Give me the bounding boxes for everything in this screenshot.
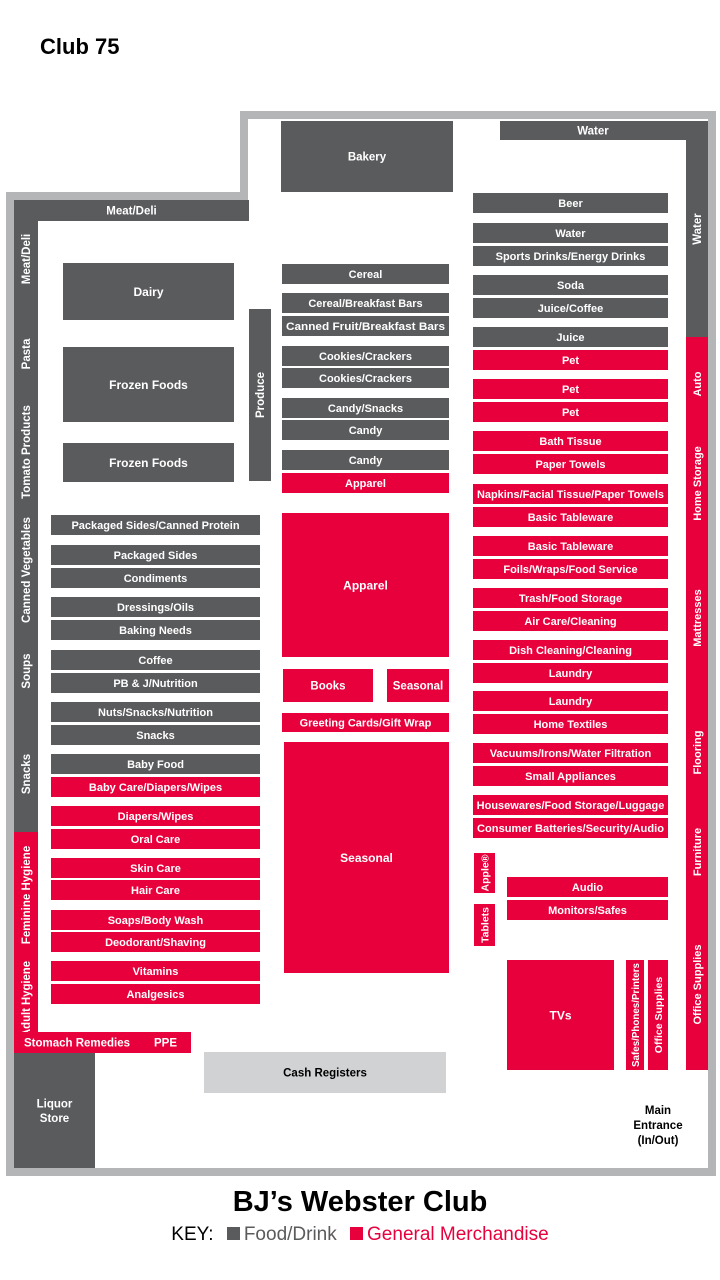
section-monitors-safes [507,900,668,920]
section-label: Condiments [123,572,188,585]
section-frozen-foods [63,347,234,422]
section-label: Home Textiles [533,718,608,731]
section-label: Candy [348,424,383,437]
section-books [283,669,373,702]
section-vacuums-irons-water-filtration [473,743,668,763]
main-entrance-line-1: Main [644,1105,672,1117]
section-label: Mattresses [691,589,704,647]
section-deodorant-shaving [51,932,260,952]
section-liquor-store [14,1053,95,1168]
section-flooring [686,700,708,805]
section-produce [249,309,271,481]
section-canned-vegetables [14,514,38,626]
section-label: Baby Care/Diapers/Wipes [88,781,223,794]
section-baby-care-diapers-wipes [51,777,260,797]
section-cash-registers [204,1052,446,1093]
section-label: Books [310,680,346,693]
section-label: Trash/Food Storage [518,592,623,605]
section-label: Beer [558,197,583,210]
section-office-supplies [686,899,708,1070]
section-label: Apparel [345,477,386,490]
section-tablets [474,904,495,946]
section-oral-care [51,829,260,849]
section-label: Apple® [479,854,492,892]
section-bakery [281,121,453,192]
section-canned-fruit-breakfast-bars [282,316,449,336]
section-apparel [282,473,449,493]
map-key [0,1224,720,1246]
section-snacks [14,716,38,832]
section-label: Packaged Sides [113,549,198,562]
section-apparel [282,513,449,657]
section-skin-care [51,858,260,878]
section-label: Audio [571,881,604,894]
section-cereal-breakfast-bars [282,293,449,313]
section-label: PPE [153,1037,178,1050]
section-furniture [686,805,708,899]
section-label: Auto [691,371,704,397]
section-label: Feminine Hygiene [21,845,34,945]
section-label: Greeting Cards/Gift Wrap [299,717,432,730]
store-number-title: Club 75 [40,34,120,59]
section-label: Snacks [136,729,175,742]
section-label: Nuts/Snacks/Nutrition [98,706,213,719]
key-food-label: Food/Drink [243,1224,337,1245]
section-label: Napkins/Facial Tissue/Paper Towels [477,488,664,501]
section-juice-coffee [473,298,668,318]
section-label: PB & J/Nutrition [113,677,198,690]
section-meat-deli [14,200,38,318]
section-baking-needs [51,620,260,640]
section-housewares-food-storage-luggage [473,795,668,815]
section-label: Tablets [479,907,492,943]
main-entrance-line-3: (In/Out) [637,1135,679,1147]
section-candy-snacks [282,398,449,418]
section-pet [473,379,668,399]
section-label: Pet [561,354,580,367]
section-label: Furniture [691,827,704,877]
section-home-textiles [473,714,668,734]
section-water [686,121,708,337]
section-frozen-foods [63,443,234,482]
section-label: Sports Drinks/Energy Drinks [495,250,646,263]
section-label: Tomato Products [21,405,34,499]
section-label: Cookies/Crackers [319,350,412,363]
section-label: Deodorant/Shaving [105,936,206,949]
section-label: Air Care/Cleaning [524,615,617,628]
section-dish-cleaning-cleaning [473,640,668,660]
section-label: Pet [561,406,580,419]
section-soaps-body-wash [51,910,260,930]
section-label: Basic Tableware [527,511,614,524]
section-label: Cash Registers [283,1067,367,1080]
section-label: Frozen Foods [109,455,188,470]
section-soda [473,275,668,295]
section-packaged-sides [51,545,260,565]
section-label: Oral Care [130,833,181,846]
section-label: Meat/Deli [21,233,34,285]
section-cereal [282,264,449,284]
section-feminine-hygiene [14,832,38,958]
section-label: Bakery [347,151,387,164]
section-basic-tableware [473,507,668,527]
section-safes-phones-printers [626,955,644,1070]
section-label: Cereal/Breakfast Bars [308,297,423,310]
section-label: Basic Tableware [527,540,614,553]
section-label: Water [577,125,609,138]
section-condiments [51,568,260,588]
section-label: Skin Care [130,862,181,875]
section-label: Housewares/Food Storage/Luggage [476,799,665,812]
section-dressings-oils [51,597,260,617]
section-label: Soaps/Body Wash [107,914,204,927]
section-tvs [507,960,614,1070]
section-label: Cereal [348,268,383,281]
section-cookies-crackers [282,346,449,366]
section-candy [282,420,449,440]
section-label: Paper Towels [535,458,606,471]
section-label: Laundry [548,695,593,708]
section-juice [473,327,668,347]
section-label: Hair Care [131,884,180,897]
section-home-storage [686,431,708,536]
section-sports-drinks-energy-drinks [473,246,668,266]
section-label: Office Supplies [691,944,704,1025]
section-consumer-batteries-security-audio [473,818,668,838]
section-tomato-products [14,390,38,514]
section-label: Consumer Batteries/Security/Audio [477,822,665,835]
section-label: Water [692,213,705,245]
section-label: Home Storage [691,446,704,521]
section-napkins-facial-tissue-paper-towels [473,484,668,504]
section-label: Analgesics [126,988,185,1001]
section-label: Liquor Store [36,1098,73,1125]
gm-swatch [350,1227,363,1240]
section-air-care-cleaning [473,611,668,631]
section-trash-food-storage [473,588,668,608]
section-label: Dish Cleaning/Cleaning [509,644,632,657]
main-entrance-line-2: Entrance [633,1120,683,1132]
section-water [500,121,686,140]
section-office-supplies [648,960,668,1070]
section-soups [14,626,38,716]
section-label: Seasonal [340,850,393,865]
section-label: Vacuums/Irons/Water Filtration [489,747,652,760]
section-bath-tissue [473,431,668,451]
section-label: Diapers/Wipes [117,810,194,823]
section-pb-j-nutrition [51,673,260,693]
section-greeting-cards-gift-wrap [282,713,449,732]
section-pet [473,350,668,370]
section-adult-hygiene [14,958,38,1040]
section-audio [507,877,668,897]
section-label: Vitamins [132,965,179,978]
section-label: Candy [348,454,383,467]
section-label: Packaged Sides/Canned Protein [71,519,240,532]
section-dairy [63,263,234,320]
section-label: Dairy [133,284,164,299]
section-label: Meat/Deli [106,205,157,218]
section-label: Frozen Foods [109,377,188,392]
section-beer [473,193,668,213]
section-pet [473,402,668,422]
section-seasonal [284,742,449,973]
section-baby-food [51,754,260,774]
section-stomach-remedies [14,1032,140,1053]
section-hair-care [51,880,260,900]
section-label: Office Supplies [652,976,665,1054]
section-ppe [140,1032,191,1053]
section-laundry [473,663,668,683]
store-name-heading: BJ’s Webster Club [232,1186,488,1218]
section-label: Foils/Wraps/Food Service [503,563,638,576]
section-nuts-snacks-nutrition [51,702,260,722]
section-label: Juice/Coffee [537,302,604,315]
section-laundry [473,691,668,711]
section-small-appliances [473,766,668,786]
section-label: Baby Food [127,758,184,771]
section-label: Stomach Remedies [23,1037,131,1050]
key-gm-label: General Merchandise [367,1224,549,1245]
section-label: Adult Hygiene [21,959,34,1037]
section-cookies-crackers [282,368,449,388]
section-label: Cookies/Crackers [319,372,412,385]
section-candy [282,450,449,470]
section-snacks [51,725,260,745]
section-seasonal [387,669,449,702]
section-label: Pasta [21,338,34,370]
section-label: Produce [255,371,268,419]
section-basic-tableware [473,536,668,556]
section-coffee [51,650,260,670]
section-vitamins [51,961,260,981]
section-label: Seasonal [392,680,444,693]
section-label: Candy/Snacks [327,402,404,415]
food-swatch [227,1227,240,1240]
section-meat-deli [14,200,249,221]
section-block [14,1053,95,1168]
section-analgesics [51,984,260,1004]
section-label: Safes/Phones/Printers [629,955,642,1067]
section-label: Baking Needs [119,624,192,637]
section-mattresses [686,536,708,700]
section-label: Canned Vegetables [21,517,34,623]
section-label: Snacks [21,753,34,795]
section-label: Soda [557,279,584,292]
section-auto [686,337,708,431]
section-diapers-wipes [51,806,260,826]
section-label: Canned Fruit/Breakfast Bars [286,320,445,333]
section-label: Juice [556,331,585,344]
section-label: Laundry [548,667,593,680]
section-label: Apparel [343,578,388,593]
section-label: Water [555,227,586,240]
key-label: KEY: [171,1224,214,1245]
section-label: Dressings/Oils [116,601,195,614]
section-label: Flooring [691,730,704,775]
section-water [473,223,668,243]
section-label: Small Appliances [525,770,616,783]
section-label: Coffee [138,654,173,667]
section-label: Bath Tissue [539,435,602,448]
section-paper-towels [473,454,668,474]
section-packaged-sides-canned-protein [51,515,260,535]
section-label: Pet [561,383,580,396]
section-apple [474,853,495,893]
section-label: Monitors/Safes [548,904,627,917]
section-label: TVs [549,1008,572,1023]
section-foils-wraps-food-service [473,559,668,579]
section-pasta [14,318,38,390]
section-label: Soups [21,653,34,689]
